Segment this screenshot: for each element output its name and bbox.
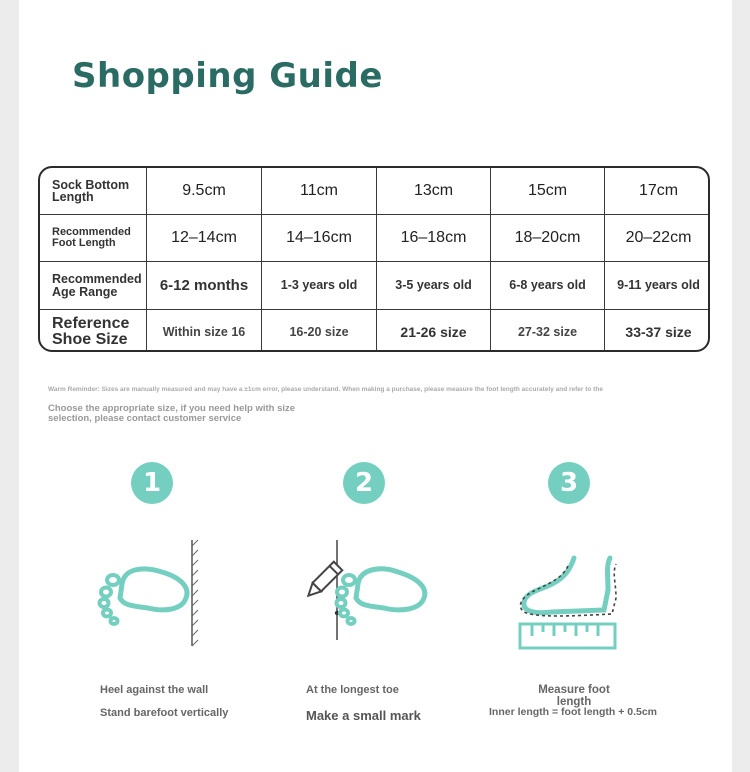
table-cell: 11cm bbox=[262, 168, 377, 215]
table-cell: 9-11 years old bbox=[605, 262, 710, 310]
pencil-mark-toe-icon bbox=[290, 538, 435, 648]
table-cell: 20–22cm bbox=[605, 215, 710, 262]
step-3-caption-1: Measure foot length bbox=[538, 684, 610, 709]
page-title: Shopping Guide bbox=[72, 56, 383, 96]
header-recommended-age-range: Recommended Age Range bbox=[40, 262, 147, 310]
table-cell: Within size 16 bbox=[147, 310, 262, 352]
table-cell: 6-8 years old bbox=[491, 262, 605, 310]
table-cell: 3-5 years old bbox=[377, 262, 491, 310]
header-reference-shoe-size: Reference Shoe Size bbox=[40, 310, 147, 352]
table-cell: 15cm bbox=[491, 168, 605, 215]
table-cell: 16-20 size bbox=[262, 310, 377, 352]
step-1-caption-2: Stand barefoot vertically bbox=[100, 707, 229, 719]
reminder-contact-text: Choose the appropriate size, if you need help with size selection, please contact customer service bbox=[48, 403, 296, 424]
step-2-caption-1: At the longest toe bbox=[306, 684, 399, 696]
step-2-caption-2: Make a small mark bbox=[306, 708, 421, 723]
table-cell: 14–16cm bbox=[262, 215, 377, 262]
warm-reminder-text: Warm Reminder: Sizes are manually measured and may have a ±1cm error, please understand. When making a purchase, please measure the foot length accurately and refer to the bbox=[48, 386, 603, 393]
foot-on-ruler-icon bbox=[512, 552, 624, 654]
step-1-badge: 1 bbox=[131, 462, 173, 504]
size-chart-table bbox=[38, 166, 710, 352]
table-cell: 12–14cm bbox=[147, 215, 262, 262]
foot-against-wall-icon bbox=[94, 538, 204, 648]
table-cell: 21-26 size bbox=[377, 310, 491, 352]
header-sock-bottom-length: Sock Bottom Length bbox=[40, 168, 147, 215]
step-1-caption-1: Heel against the wall bbox=[100, 684, 209, 696]
table-cell: 9.5cm bbox=[147, 168, 262, 215]
table-cell: 17cm bbox=[605, 168, 710, 215]
table-cell: 18–20cm bbox=[491, 215, 605, 262]
header-recommended-foot-length: Recommended Foot Length bbox=[40, 215, 147, 262]
step-2-badge: 2 bbox=[343, 462, 385, 504]
table-cell: 13cm bbox=[377, 168, 491, 215]
table-cell: 33-37 size bbox=[625, 324, 692, 340]
table-cell: 16–18cm bbox=[377, 215, 491, 262]
step-3-caption-2: Inner length = foot length + 0.5cm bbox=[489, 706, 658, 718]
table-cell: 6-12 months bbox=[147, 262, 262, 310]
table-cell: 1-3 years old bbox=[262, 262, 377, 310]
table-cell: 27-32 size bbox=[491, 310, 605, 352]
step-3-badge: 3 bbox=[548, 462, 590, 504]
